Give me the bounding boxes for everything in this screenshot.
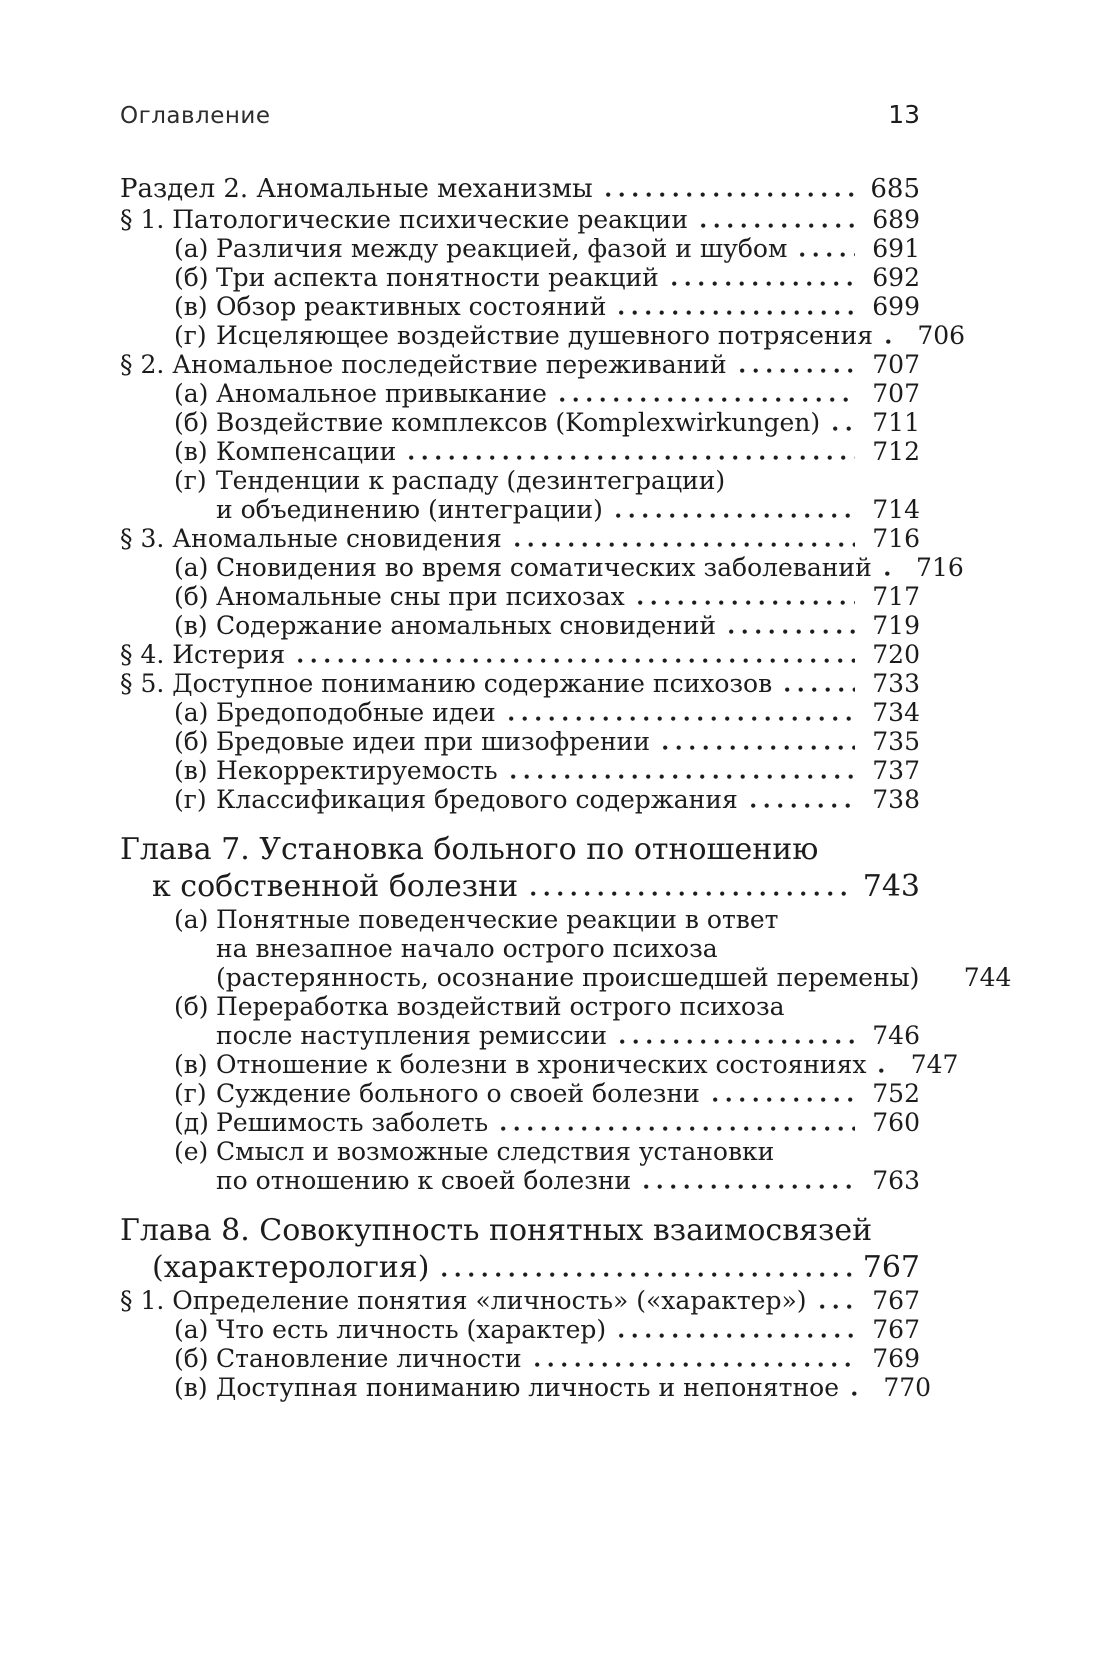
entry-page: 746 xyxy=(872,1021,920,1050)
item-marker: (г) xyxy=(174,785,207,814)
entry-title: Бредовые идеи при шизофрении xyxy=(216,727,651,756)
item-marker: (а) xyxy=(174,553,209,582)
entry-title: § 3. Аномальные сновидения xyxy=(120,524,502,553)
item-marker: (а) xyxy=(174,905,209,934)
toc-row xyxy=(120,1373,932,1402)
entry-page: 707 xyxy=(872,350,920,379)
toc-row xyxy=(120,785,920,814)
entry-page: 699 xyxy=(872,292,920,321)
toc-row xyxy=(120,905,920,934)
item-marker: (в) xyxy=(174,756,208,785)
dot-leader xyxy=(515,540,855,547)
entry-title: Классификация бредового содержания xyxy=(216,785,738,814)
entry-title: Раздел 2. Аномальные механизмы xyxy=(120,174,593,204)
entry-title: (характерология) xyxy=(152,1250,430,1285)
entry-title: Обзор реактивных состояний xyxy=(216,292,607,321)
item-marker: (б) xyxy=(174,992,209,1021)
item-marker: (б) xyxy=(174,263,209,292)
toc-row xyxy=(120,934,920,963)
toc-row xyxy=(120,1249,920,1286)
entry-page: 767 xyxy=(872,1315,920,1344)
toc-row xyxy=(120,553,964,582)
toc-row xyxy=(120,669,920,698)
toc-row xyxy=(120,992,920,1021)
toc-row xyxy=(120,1166,920,1195)
entry-title: § 5. Доступное пониманию содержание психозов xyxy=(120,669,773,698)
dot-leader xyxy=(409,453,855,460)
entry-page: 733 xyxy=(872,669,920,698)
item-marker: (а) xyxy=(174,234,209,263)
entry-page: 763 xyxy=(872,1166,920,1195)
dot-leader xyxy=(560,395,855,402)
dot-leader xyxy=(501,1124,855,1131)
entry-page: 692 xyxy=(872,263,920,292)
entry-page: 734 xyxy=(872,698,920,727)
toc-row xyxy=(120,727,920,756)
entry-title: Глава 8. Совокупность понятных взаимосвязей xyxy=(120,1213,873,1248)
entry-page: 717 xyxy=(872,582,920,611)
table-of-contents xyxy=(120,173,1012,1402)
toc-row xyxy=(120,205,920,234)
item-marker: (б) xyxy=(174,1344,209,1373)
entry-title: и объединению (интеграции) xyxy=(216,495,603,524)
entry-title: после наступления ремиссии xyxy=(216,1021,608,1050)
dot-leader xyxy=(663,743,855,750)
item-marker: (г) xyxy=(174,1079,207,1108)
entry-page: 691 xyxy=(872,234,920,263)
item-marker: (а) xyxy=(174,698,209,727)
entry-title: § 1. Определение понятия «личность» («характер») xyxy=(120,1286,807,1315)
entry-page: 760 xyxy=(872,1108,920,1137)
dot-leader xyxy=(442,1270,853,1277)
dot-leader xyxy=(833,424,855,431)
entry-title: Аномальные сны при психозах xyxy=(216,582,625,611)
dot-leader xyxy=(509,714,855,721)
dot-leader xyxy=(751,801,855,808)
dot-leader xyxy=(932,979,946,986)
dot-leader xyxy=(616,511,855,518)
dot-leader xyxy=(606,190,855,197)
entry-title: Аномальное привыкание xyxy=(216,379,547,408)
dot-leader xyxy=(800,250,855,257)
entry-title: Тенденции к распаду (дезинтеграции) xyxy=(216,466,726,495)
entry-page: 689 xyxy=(872,205,920,234)
dot-leader xyxy=(701,221,855,228)
entry-title: Понятные поведенческие реакции в ответ xyxy=(216,905,779,934)
entry-page: 770 xyxy=(883,1373,932,1402)
running-header xyxy=(120,100,920,129)
dot-leader xyxy=(886,337,900,344)
toc-row xyxy=(120,1212,920,1249)
entry-page: 719 xyxy=(872,611,920,640)
entry-page: 744 xyxy=(963,963,1012,992)
dot-leader xyxy=(713,1095,855,1102)
toc-row xyxy=(120,1286,920,1315)
toc-row xyxy=(120,1137,920,1166)
entry-title: Переработка воздействий острого психоза xyxy=(216,992,785,1021)
entry-title: Некорректируемость xyxy=(216,756,498,785)
toc-row xyxy=(120,173,920,205)
entry-page: 712 xyxy=(872,437,920,466)
entry-page: 720 xyxy=(872,640,920,669)
toc-row xyxy=(120,1315,920,1344)
entry-page: 711 xyxy=(872,408,920,437)
toc-row xyxy=(120,321,966,350)
dot-leader xyxy=(885,569,899,576)
toc-row xyxy=(120,611,920,640)
toc-row xyxy=(120,1108,920,1137)
toc-row xyxy=(120,466,920,495)
entry-page: 752 xyxy=(872,1079,920,1108)
dot-leader xyxy=(820,1302,855,1309)
entry-page: 735 xyxy=(872,727,920,756)
item-marker: (в) xyxy=(174,1373,208,1402)
entry-page: 767 xyxy=(872,1286,920,1315)
entry-title: Бредоподобные идеи xyxy=(216,698,496,727)
item-marker: (в) xyxy=(174,1050,208,1079)
toc-row xyxy=(120,292,920,321)
toc-row xyxy=(120,756,920,785)
dot-leader xyxy=(740,366,855,373)
toc-row xyxy=(120,1021,920,1050)
dot-leader xyxy=(298,656,855,663)
toc-row xyxy=(120,437,920,466)
entry-title: § 2. Аномальное последействие переживаний xyxy=(120,350,727,379)
toc-row xyxy=(120,1050,959,1079)
entry-title: Суждение больного о своей болезни xyxy=(216,1079,700,1108)
entry-title: Компенсации xyxy=(216,437,397,466)
entry-title: на внезапное начало острого психоза xyxy=(216,934,718,963)
toc-row xyxy=(120,640,920,669)
entry-title: Содержание аномальных сновидений xyxy=(216,611,717,640)
toc-row xyxy=(120,263,920,292)
dot-leader xyxy=(638,598,855,605)
entry-title: Отношение к болезни в хронических состояниях xyxy=(216,1050,867,1079)
entry-title: Что есть личность (характер) xyxy=(216,1315,607,1344)
header-title: Оглавление xyxy=(120,103,271,129)
toc-row xyxy=(120,379,920,408)
dot-leader xyxy=(852,1389,866,1396)
item-marker: (е) xyxy=(174,1137,209,1166)
dot-leader xyxy=(785,685,855,692)
entry-page: 743 xyxy=(862,869,920,904)
toc-row xyxy=(120,963,1012,992)
entry-page: 685 xyxy=(870,174,920,204)
dot-leader xyxy=(879,1066,893,1073)
toc-row xyxy=(120,831,920,868)
toc-row xyxy=(120,868,920,905)
entry-page: 769 xyxy=(872,1344,920,1373)
item-marker: (в) xyxy=(174,611,208,640)
item-marker: (б) xyxy=(174,408,209,437)
entry-title: Воздействие комплексов (Komplexwirkungen) xyxy=(216,408,821,437)
toc-row xyxy=(120,582,920,611)
entry-title: § 1. Патологические психические реакции xyxy=(120,205,689,234)
entry-title: Исцеляющее воздействие душевного потрясения xyxy=(216,321,874,350)
entry-page: 738 xyxy=(872,785,920,814)
item-marker: (а) xyxy=(174,1315,209,1344)
entry-title: к собственной болезни xyxy=(152,869,519,904)
item-marker: (б) xyxy=(174,727,209,756)
entry-title: Различия между реакцией, фазой и шубом xyxy=(216,234,788,263)
dot-leader xyxy=(619,1331,855,1338)
dot-leader xyxy=(511,772,855,779)
dot-leader xyxy=(619,308,855,315)
entry-title: Становление личности xyxy=(216,1344,522,1373)
entry-page: 737 xyxy=(872,756,920,785)
entry-title: § 4. Истерия xyxy=(120,640,286,669)
dot-leader xyxy=(644,1182,855,1189)
entry-page: 706 xyxy=(917,321,966,350)
toc-row xyxy=(120,1079,920,1108)
item-marker: (г) xyxy=(174,321,207,350)
entry-title: Доступная пониманию личность и непонятное xyxy=(216,1373,840,1402)
entry-title: (растерянность, осознание происшедшей перемены) xyxy=(216,963,920,992)
toc-row xyxy=(120,524,920,553)
entry-title: Сновидения во время соматических заболеваний xyxy=(216,553,872,582)
header-page-number: 13 xyxy=(888,100,920,129)
item-marker: (в) xyxy=(174,437,208,466)
item-marker: (б) xyxy=(174,582,209,611)
toc-row xyxy=(120,1344,920,1373)
entry-title: по отношению к своей болезни xyxy=(216,1166,632,1195)
dot-leader xyxy=(535,1360,855,1367)
item-marker: (а) xyxy=(174,379,209,408)
entry-title: Три аспекта понятности реакций xyxy=(216,263,659,292)
dot-leader xyxy=(531,889,854,896)
entry-title: Смысл и возможные следствия установки xyxy=(216,1137,775,1166)
entry-page: 716 xyxy=(916,553,964,582)
entry-page: 747 xyxy=(910,1050,959,1079)
dot-leader xyxy=(620,1037,855,1044)
dot-leader xyxy=(729,627,855,634)
item-marker: (д) xyxy=(174,1108,209,1137)
entry-title: Решимость заболеть xyxy=(216,1108,489,1137)
entry-page: 707 xyxy=(872,379,920,408)
toc-row xyxy=(120,408,920,437)
toc-row xyxy=(120,495,920,524)
entry-page: 767 xyxy=(862,1250,920,1285)
toc-row xyxy=(120,350,920,379)
entry-page: 716 xyxy=(872,524,920,553)
entry-page: 714 xyxy=(872,495,920,524)
entry-title: Глава 7. Установка больного по отношению xyxy=(120,832,819,867)
dot-leader xyxy=(672,279,855,286)
toc-row xyxy=(120,698,920,727)
item-marker: (г) xyxy=(174,466,207,495)
toc-row xyxy=(120,234,920,263)
item-marker: (в) xyxy=(174,292,208,321)
